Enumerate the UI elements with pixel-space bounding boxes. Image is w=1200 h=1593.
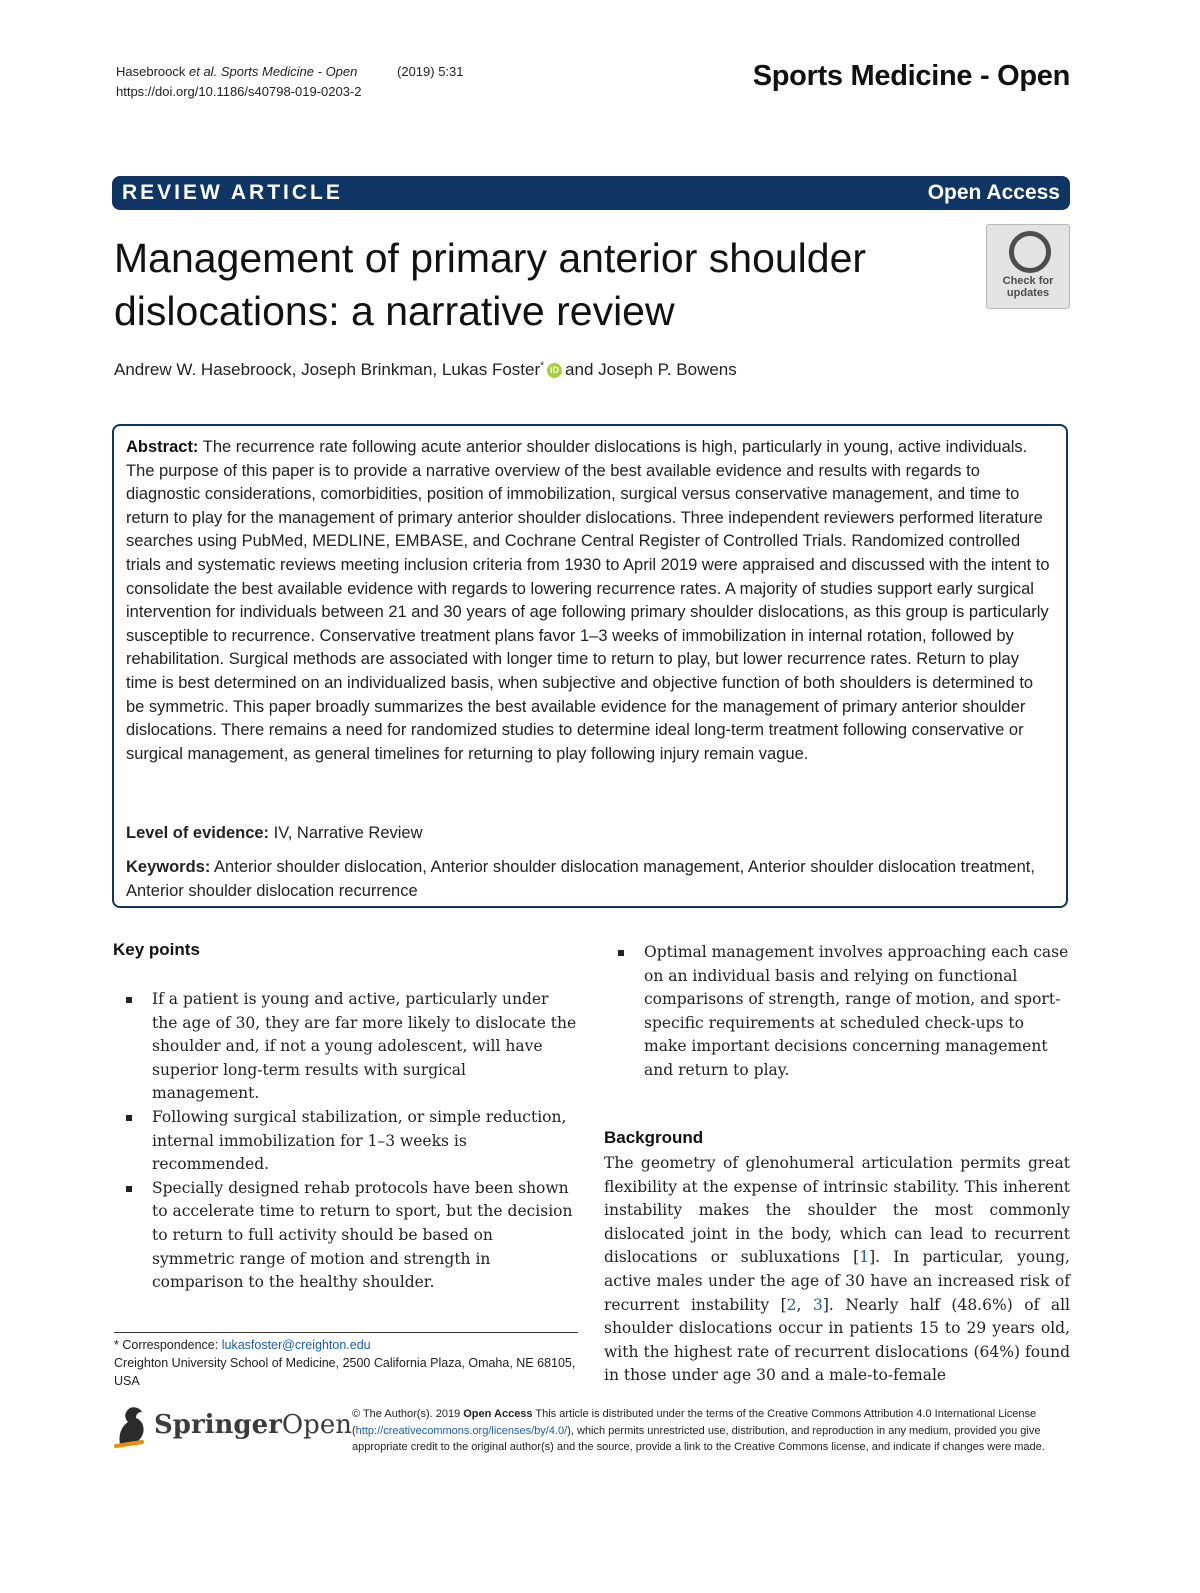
citation-authors: Hasebroock xyxy=(116,64,186,79)
crossmark-icon xyxy=(1009,231,1051,273)
abstract-paragraph xyxy=(126,436,1054,766)
orcid-icon[interactable]: iD xyxy=(547,363,562,378)
article-type-label: REVIEW ARTICLE xyxy=(122,181,343,204)
springer-horse-icon xyxy=(112,1404,148,1448)
springer-wordmark-bold: Springer xyxy=(154,1410,282,1440)
article-title: Management of primary anterior shoulder dislocations: a narrative review xyxy=(114,235,867,334)
citation-year-volume: (2019) 5:31 xyxy=(397,64,464,79)
license-url-link[interactable]: http://creativecommons.org/licenses/by/4.0/ xyxy=(355,1424,568,1437)
abstract-label: Abstract: xyxy=(126,438,199,456)
level-value: IV, Narrative Review xyxy=(273,824,423,842)
abstract-text: The recurrence rate following acute anterior shoulder dislocations is high, particularly in young, active individuals. The purpose of this paper is to provide a narrative overview of the best available evidence and results with regards to diagnostic considerations, comorbidities, position of immobilization, surgical versus conservative management, and time to return to play for the management of primary anterior shoulder dislocations. Three independent reviewers performed literature searches using PubMed, MEDLINE, EMBASE, and Cochrane Central Register of Controlled Trials. Randomized controlled trials and systematic reviews meeting inclusion criteria from 1930 to April 2019 were appraised and discussed with the intent to consolidate the best available evidence with regards to lowering recurrence rates. A majority of studies support early surgical intervention for individuals between 21 and 30 years of age following primary shoulder dislocations, as this group is particularly susceptible to recurrence. Conservative treatment plans favor 1–3 weeks of immobilization in internal rotation, followed by rehabilitation. Surgical methods are associated with longer time to return to play, but lower recurrence rates. Return to play time is best determined on an individualized basis, when subjective and objective function of both shoulders is determined to be symmetric. This paper broadly summarizes the best available evidence for the management of primary anterior shoulder dislocations. There remains a need for randomized studies to determine ideal long-term treatment following conservative or surgical management, as general timelines for returning to play following injury remain vague. xyxy=(126,438,1050,763)
background-text-2: ]. In particular, young, active males under the age of 30 have an increased risk of recurrent instability [ xyxy=(604,1248,1070,1314)
background-text-3: , xyxy=(796,1295,813,1314)
reference-link[interactable]: 1 xyxy=(859,1248,870,1267)
level-label: Level of evidence: xyxy=(126,824,270,842)
citation-journal: Sports Medicine - Open xyxy=(220,64,358,79)
key-point-item: Optimal management involves approaching each case on an individual basis and relying on functional comparisons of strength, range of motion, and sport-specific requirements at scheduled check-ups to make important decisions concerning management and return to play. xyxy=(618,941,1070,1083)
journal-name: Sports Medicine - Open xyxy=(752,60,1070,92)
correspondence-label: * Correspondence: xyxy=(114,1338,219,1352)
key-points-list-right xyxy=(618,941,1070,1083)
corresponding-author-mark: * xyxy=(540,360,545,372)
keywords-value: Anterior shoulder dislocation, Anterior shoulder dislocation management, Anterior shoulder dislocation treatment, Anterior shoulder dislocation recurrence xyxy=(126,858,1035,900)
reference-link[interactable]: 2 xyxy=(786,1295,797,1314)
check-for-updates-button[interactable] xyxy=(986,224,1070,309)
license-notice xyxy=(352,1406,1070,1456)
springer-open-wordmark xyxy=(154,1410,352,1440)
author-list xyxy=(114,360,737,380)
level-of-evidence xyxy=(126,822,1054,846)
license-open-access: Open Access xyxy=(463,1408,533,1420)
keywords xyxy=(126,856,1054,903)
license-text-1: This article is distributed under the terms of the Creative Commons Attribution 4.0 International License ( xyxy=(352,1408,1037,1437)
crossmark-label-line2: updates xyxy=(1006,287,1050,299)
background-heading: Background xyxy=(604,1128,704,1147)
license-text-2: ), which permits unrestricted use, distribution, and reproduction in any medium, provided you give appropriate credit to the original author(s) and the source, provide a link to the Creative Commons license, and indicate if changes were made. xyxy=(352,1424,1045,1453)
citation-etal: et al. xyxy=(189,64,218,79)
citation-line xyxy=(116,64,464,79)
key-points-heading: Key points xyxy=(113,940,200,959)
background-paragraph xyxy=(604,1152,1070,1388)
reference-link[interactable]: 3 xyxy=(813,1295,823,1314)
abstract-box xyxy=(112,424,1068,908)
crossmark-label xyxy=(987,275,1069,299)
crossmark-label-line1: Check for xyxy=(1002,275,1054,287)
authors-last: and Joseph P. Bowens xyxy=(565,360,737,379)
background-text-1: The geometry of glenohumeral articulation permits great flexibility at the expense of intrinsic stability. This inherent instability makes the shoulder the most commonly dislocated joint in the body, which can lead to recurrent dislocations or subluxations [ xyxy=(604,1154,1070,1267)
correspondence-footnote xyxy=(114,1336,578,1390)
doi-link[interactable]: https://doi.org/10.1186/s40798-019-0203-2 xyxy=(116,84,362,99)
license-lead: © The Author(s). 2019 xyxy=(352,1408,461,1420)
key-point-item: If a patient is young and active, particularly under the age of 30, they are far more likely to dislocate the shoulder and, if not a young adolescent, will have superior long-term results with surgical management. xyxy=(126,988,578,1106)
springer-open-logo xyxy=(112,1404,352,1450)
key-points-list-left xyxy=(126,988,578,1295)
authors-main: Andrew W. Hasebroock, Joseph Brinkman, Lukas Foster xyxy=(114,360,541,379)
springer-wordmark-rest: Open xyxy=(281,1410,352,1440)
background-text-4: ]. Nearly half (48.6%) of all shoulder dislocations occur in patients 15 to 29 years old, with the highest rate of recurrent dislocations (64%) found in those under age 30 and a male-to-female xyxy=(604,1295,1070,1385)
key-point-item: Following surgical stabilization, or simple reduction, internal immobilization for 1–3 weeks is recommended. xyxy=(126,1106,578,1177)
correspondence-email-link[interactable]: lukasfoster@creighton.edu xyxy=(221,1338,371,1352)
open-access-label: Open Access xyxy=(927,181,1060,204)
correspondence-address: Creighton University School of Medicine, 2500 California Plaza, Omaha, NE 68105, USA xyxy=(114,1356,576,1388)
article-type-banner xyxy=(112,176,1070,210)
key-point-item: Specially designed rehab protocols have been shown to accelerate time to return to sport, but the decision to return to full activity should be based on symmetric range of motion and strength in comparison to the healthy shoulder. xyxy=(126,1177,578,1295)
keywords-label: Keywords: xyxy=(126,858,211,876)
footnote-divider xyxy=(114,1332,578,1333)
